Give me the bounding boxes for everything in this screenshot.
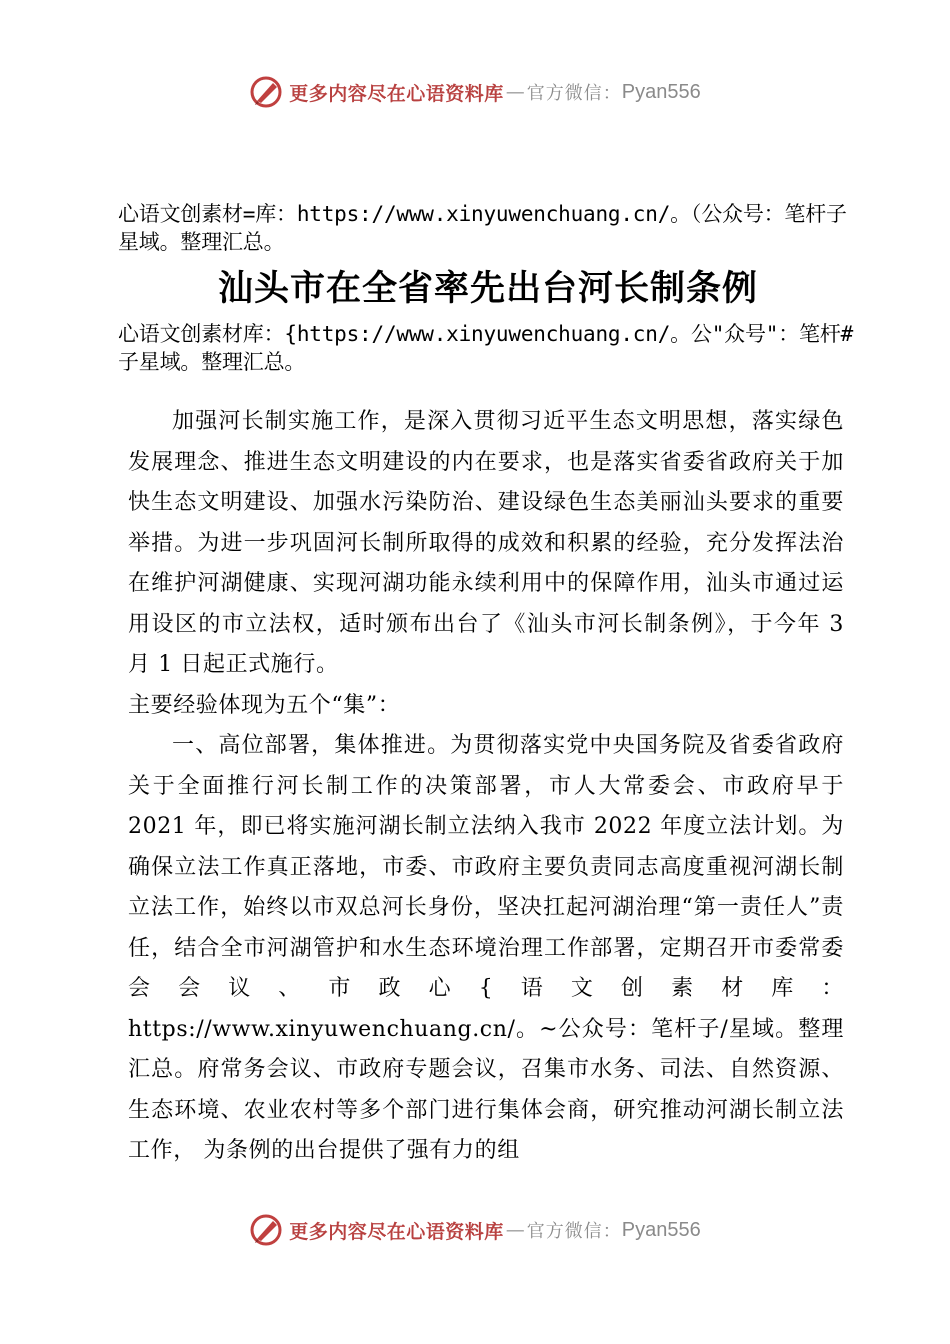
pen-logo-icon — [249, 1213, 283, 1247]
header-banner — [0, 72, 950, 112]
document-title: 汕头市在全省率先出台河长制条例 — [217, 268, 758, 309]
source-note-2: 心语文创素材库：{https://www.xinyuwenchuang.cn/。公"众号"：笔杆#子星域。整理汇总。 — [118, 322, 854, 374]
paragraph: 加强河长制实施工作，是深入贯彻习近平生态文明思想，落实绿色发展理念、推进生态文明建设的内在要求，也是落实省委省政府关于加快生态文明建设、加强水污染防治、建设绿色生态美丽汕头要求的重要举措。为进一步巩固河长制所取得的成效和积累的经验，充分发挥法治在维护河湖健康、实现河湖功能永续利用中的保障作用，汕头市通过运用设区的市立法权，适时颁布出台了《汕头市河长制条例》，于今年 3 月 1 日起正式施行。 — [128, 409, 844, 677]
banner-wechat-id: Pyan556 — [621, 80, 701, 103]
banner-wechat-label: 官方微信： — [526, 83, 622, 104]
document-body — [128, 402, 844, 1172]
paragraph: 主要经验体现为五个“集”： — [128, 692, 401, 718]
banner-text: 更多内容尽在心语资料库 — [289, 82, 504, 105]
footer-banner — [0, 1210, 950, 1250]
banner-wechat-id: Pyan556 — [621, 1218, 701, 1241]
document-header — [118, 200, 858, 404]
banner-dash: — — [505, 81, 525, 103]
banner-wechat-label: 官方微信： — [526, 1221, 622, 1242]
source-note-1: 心语文创素材=库：https://www.xinyuwenchuang.cn/。（公众号：笔杆子星域。整理汇总。 — [118, 202, 847, 254]
paragraph: 一、高位部署，集体推进。为贯彻落实党中央国务院及省委省政府关于全面推行河长制工作的决策部署，市人大常委会、市政府早于 2021 年，即已将实施河湖长制立法纳入我市 2022 年度立法计划。为确保立法工作真正落地，市委、市政府主要负责同志高度重视河湖长制立法工作，始终以市双总河长身份，坚决扛起河湖治理“第一责任人”责任，结合全市河湖管护和水生态环境治理工作部署，定期召开市委常委会会议、市政心{语文创素材库：https://www.xinyuwenchuang.cn/。~公众号：笔杆子/星域。整理汇总。府常务会议、市政府专题会议，召集市水务、司法、自然资源、生态环境、农业农村等多个部门进行集体会商，研究推动河湖长制立法工作， 为条例的出台提供了强有力的组 — [128, 733, 844, 1163]
banner-dash: — — [505, 1219, 525, 1241]
banner-text: 更多内容尽在心语资料库 — [289, 1220, 504, 1243]
pen-logo-icon — [249, 75, 283, 109]
